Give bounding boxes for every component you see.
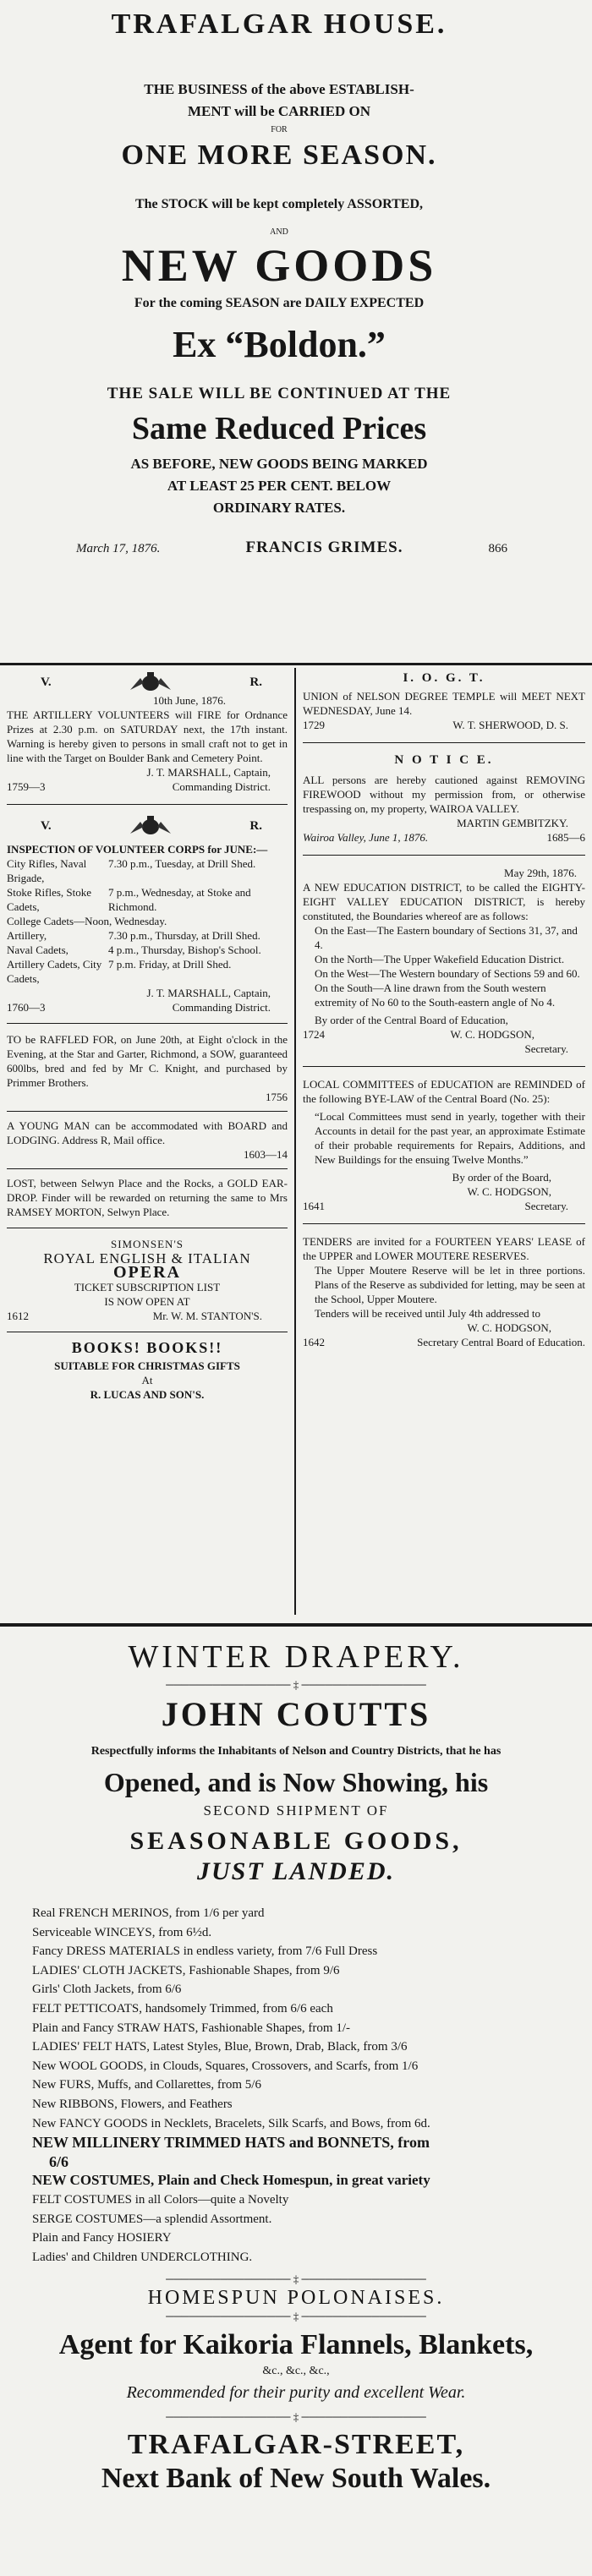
union-sig: W. T. SHERWOOD, D. S. [452,719,568,731]
vr2-row-1: City Rifles, Naval Brigade, 7.30 p.m., Tuesday, at Drill Shed. [7,857,256,884]
opera-open: IS NOW OPEN AT [104,1295,190,1308]
item-19: Ladies' and Children UNDERCLOTHING. [32,2250,253,2264]
trafalgar-least: AT LEAST 25 PER CENT. BELOW [167,478,392,494]
edu-date: May 29th, 1876. [504,867,577,879]
opera-at: Mr. W. M. STANTON'S. [152,1310,262,1322]
trafalgar-coming: For the coming SEASON are DAILY EXPECTED [134,296,425,310]
item-15: NEW COSTUMES, Plain and Check Homespun, in great variety [32,2172,430,2189]
edu-num: 1724 [303,1028,325,1041]
books-ad [7,1341,288,1402]
tender-num: 1642 [303,1336,325,1348]
winter-opened: Opened, and is Now Showing, his [103,1767,489,1797]
notice-sig: MARTIN GEMBITZKY. [457,817,568,829]
vr1-r: R. [249,675,262,689]
trafalgar-line1: THE BUSINESS of the above ESTABLISH- [144,81,414,97]
item-10: New FURS, Muffs, and Collarettes, from 5/6 [32,2078,261,2092]
opera-ad [7,1237,288,1323]
winter-informs: Respectfully informs the Inhabitants of Nelson and Country Districts, that he has [90,1745,502,1758]
tender-text2: Tenders will be received until July 4th addressed to [315,1307,540,1320]
vr1-date: 10th June, 1876. [153,694,226,707]
column-divider [294,668,296,1615]
winter-recommended: Recommended for their purity and excellent Wear. [126,2383,466,2403]
trafalgar-season: ONE MORE SEASON. [121,139,437,171]
item-3: Fancy DRESS MATERIALS in endless variety, from 7/6 Full Dress [32,1944,378,1959]
winter-name: JOHN COUTTS [161,1695,431,1733]
edu-order: By order of the Central Board of Education, [315,1014,508,1026]
opera-list: TICKET SUBSCRIPTION LIST [74,1281,221,1293]
opera-title: OPERA [113,1263,181,1282]
item-8: LADIES' FELT HATS, Latest Styles, Blue, Brown, Drab, Black, from 3/6 [32,2040,408,2054]
trafalgar-stock: The STOCK will be kept completely ASSORTED, [134,197,424,211]
trafalgar-ex: Ex “Boldon.” [173,324,386,365]
vr2-notice [7,815,288,1015]
winter-agent: Agent for Kaikoria Flannels, Blankets, [58,2329,534,2361]
tender-head: TENDERS are invited for a FOURTEEN YEARS' LEASE of the UPPER and LOWER MOUTERE RESERVES. [303,1235,585,1262]
young-man-notice: A YOUNG MAN can be accommodated with BOARD and LODGING. Address R, Mail office. [7,1119,288,1146]
vr2-row-6: Artillery Cadets, City Cadets, 7 p.m. Friday, at Drill Shed. [7,958,232,985]
trafalgar-sale: THE SALE WILL BE CONTINUED AT THE [107,385,452,402]
raffle-num: 1756 [266,1091,288,1103]
vr1-sig: J. T. MARSHALL, Captain, [146,766,271,779]
vr2-row-2: Stoke Rifles, Stoke Cadets, 7 p.m., Wednesday, at Stoke and Richmond. [7,886,251,913]
opera-num: 1612 [7,1310,29,1322]
winter-homespun: HOMESPUN POLONAISES. [147,2287,445,2310]
item-16: FELT COSTUMES in all Colors—quite a Novelty [32,2192,289,2207]
trafalgar-ad [34,0,524,659]
vr2-cmd: Commanding District. [172,1001,271,1014]
winter-bank: Next Bank of New South Wales. [101,2463,491,2495]
trafalgar-and: AND [270,227,288,237]
edu-head: A NEW EDUCATION DISTRICT, to be called the EIGHTY-EIGHT VALLEY EDUCATION DISTRICT, is hereby constituted, the Boundaries whereof are as follows: [303,881,585,922]
ornament-rule: ──────────────── ‡ ──────────────── [166,2410,426,2424]
tender-sec: Secretary Central Board of Education. [417,1336,585,1348]
books-shop: R. LUCAS AND SON'S. [90,1388,205,1401]
section-divider [0,1623,592,1627]
edu-row-1: On the East—The Eastern boundary of Sections 31, 37, and 4. [315,924,578,951]
ornament-rule: ──────────────── ‡ ──────────────── [166,2310,426,2323]
item-1: Real FRENCH MERINOS, from 1/6 per yard [32,1906,265,1920]
edu-row-2: On the North—The Upper Wakefield Education District. [315,953,565,965]
trafalgar-prices: Same Reduced Prices [131,411,427,446]
winter-drapery-ad [7,1632,585,2570]
union-notice: UNION of NELSON DEGREE TEMPLE will MEET NEXT WEDNESDAY, June 14. [303,690,585,717]
opera-by: SIMONSEN'S [110,1238,184,1250]
ornament-rule: ──────────────── ‡ ──────────────── [166,2272,426,2286]
books-title: BOOKS! BOOKS!! [71,1339,223,1356]
item-5: Girls' Cloth Jackets, from 6/6 [32,1983,182,1997]
trafalgar-for: FOR [271,125,288,134]
item-6: FELT PETTICOATS, handsomely Trimmed, from 6/6 each [32,2001,333,2015]
section-divider [0,663,592,665]
notice-title: N O T I C E. [394,753,494,767]
local-head: LOCAL COMMITTEES of EDUCATION are REMINDED of the following BYE-LAW of the Central Board (No. 25): [303,1078,585,1105]
trafalgar-asbefore: AS BEFORE, NEW GOODS BEING MARKED [130,456,428,472]
local-sig: W. C. HODGSON, [467,1185,551,1198]
books-suit: SUITABLE FOR CHRISTMAS GIFTS [54,1359,240,1372]
vr1-notice [7,671,288,794]
ornament-rule: ──────────────── ‡ ──────────────── [166,1678,426,1691]
item-7: Plain and Fancy STRAW HATS, Fashionable Shapes, from 1/- [32,2021,350,2035]
edu-sec: Secretary. [524,1042,568,1055]
item-11: New RIBBONS, Flowers, and Feathers [32,2097,233,2111]
trafalgar-line2: MENT will be CARRIED ON [188,103,370,119]
tender-text: The Upper Moutere Reserve will be let in three portions. Plans of the Reserve as subdivided for letting, may be seen at the School, Upper Moutere. [315,1264,585,1305]
notice-text: ALL persons are hereby cautioned against REMOVING FIREWOOD without my permission from, or otherwise trespassing on, my property, WAIROA VALLEY. [303,774,585,815]
royal-crest-icon [125,815,176,837]
notice-num: 1685—6 [546,831,585,844]
vr1-v: V. [41,675,52,689]
vr2-row-3: College Cadets—Noon, Wednesday. [7,915,167,927]
winter-street: TRAFALGAR-STREET, [127,2429,465,2461]
local-num: 1641 [303,1200,325,1212]
vr2-sig: J. T. MARSHALL, Captain, [146,987,271,999]
item-9: New WOOL GOODS, in Clouds, Squares, Crossovers, and Scarfs, from 1/6 [32,2059,419,2073]
books-at: At [141,1374,153,1386]
item-17: SERGE COSTUMES—a splendid Assortment. [32,2212,272,2226]
trafalgar-date: March 17, 1876. [76,542,161,555]
winter-title: WINTER DRAPERY. [128,1639,464,1675]
tender-sig: W. C. HODGSON, [467,1321,551,1334]
raffle-notice: TO be RAFFLED FOR, on June 20th, at Eight o'clock in the Evening, at the Star and Garter, Richmond, a SOW, guaranteed 600lbs, bred and fed by Mr C. Knight, and purchased by Primmer Brothers. [7,1033,288,1089]
winter-seasonable: SEASONABLE GOODS, [129,1827,463,1855]
trafalgar-num: 866 [488,542,507,555]
left-column [7,671,288,1402]
local-quote: “Local Committees must send in yearly, together with their Accounts in detail for the past year, an approximate Estimate of their probable requirements for Repairs, Additions, and New Buildings for the ensuing Twelve Months.” [315,1110,585,1166]
edu-row-4: On the South—A line drawn from the South western extremity of No 60 to the South-eastern angle of No 4. [315,982,556,1009]
item-4: LADIES' CLOTH JACKETS, Fashionable Shapes, from 9/6 [32,1963,340,1977]
royal-crest-icon [125,671,176,693]
notice-place: Wairoa Valley, June 1, 1876. [303,831,429,844]
item-2: Serviceable WINCEYS, from 6½d. [32,1925,212,1939]
item-14: 6/6 [49,2152,69,2170]
trafalgar-ordinary: ORDINARY RATES. [212,500,346,516]
item-18: Plain and Fancy HOSIERY [32,2231,172,2245]
iogt-title: I. O. G. T. [403,671,485,685]
trafalgar-name: FRANCIS GRIMES. [245,539,403,556]
vr2-r: R. [249,818,262,833]
edu-sig: W. C. HODGSON, [450,1028,534,1041]
trafalgar-newgoods: NEW GOODS [121,240,437,291]
opera-line: ROYAL ENGLISH & ITALIAN [43,1250,251,1266]
winter-landed: JUST LANDED. [196,1857,395,1885]
winter-etc: &c., &c., &c., [262,2365,330,2378]
vr1-num: 1759—3 [7,780,46,793]
local-order: By order of the Board, [452,1171,551,1184]
vr2-num: 1760—3 [7,1001,46,1014]
vr1-cmd: Commanding District. [172,780,271,793]
vr2-row-4: Artillery, 7.30 p.m., Thursday, at Drill Shed. [7,929,260,942]
item-12: New FANCY GOODS in Necklets, Bracelets, Silk Scarfs, and Bows, from 6d. [32,2116,430,2130]
young-man-num: 1603—14 [244,1148,288,1161]
vr2-head: INSPECTION OF VOLUNTEER CORPS for JUNE:— [7,843,268,856]
winter-items [7,1904,585,2267]
lost-notice: LOST, between Selwyn Place and the Rocks, a GOLD EAR-DROP. Finder will be rewarded on returning the same to Mrs RAMSEY MORTON, Selwyn Place. [7,1177,288,1218]
right-column [303,671,585,1349]
union-num: 1729 [303,719,325,731]
edu-row-3: On the West—The Western boundary of Sections 59 and 60. [315,967,580,980]
vr2-row-5: Naval Cadets, 4 p.m., Thursday, Bishop's School. [7,943,261,956]
item-13: NEW MILLINERY TRIMMED HATS and BONNETS, from [32,2134,430,2152]
vr2-v: V. [41,818,52,833]
vr1-text: THE ARTILLERY VOLUNTEERS will FIRE for Ordnance Prizes at 2.30 p.m. on SATURDAY next, the 17th instant. Warning is hereby given to persons in small craft not to get in line with the Target on Boulder Bank and Cemetery Point. [7,708,288,764]
trafalgar-title: TRAFALGAR HOUSE. [111,8,447,40]
winter-second: SECOND SHIPMENT OF [203,1802,389,1819]
local-sec: Secretary. [524,1200,568,1212]
